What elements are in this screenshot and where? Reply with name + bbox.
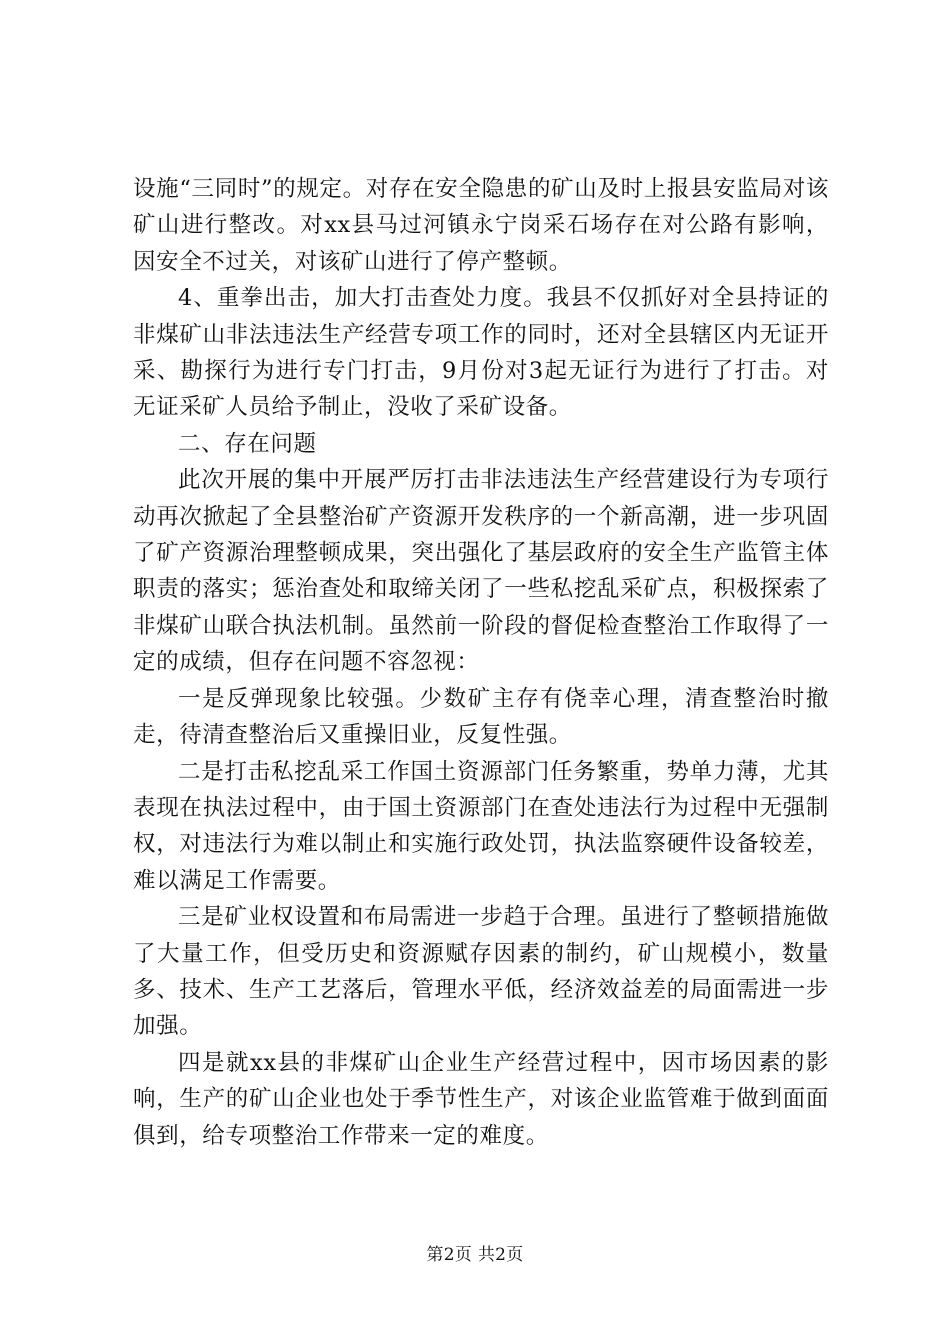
paragraph-problem-4: 四是就xx县的非煤矿山企业生产经营过程中，因市场因素的影响，生产的矿山企业也处于季节性生产，对该企业监管难于做到面面俱到，给专项整治工作带来一定的难度。 xyxy=(133,1049,829,1149)
paragraph-problem-2: 二是打击私挖乱采工作国土资源部门任务繁重，势单力薄，尤其表现在执法过程中，由于国土资源部门在查处违法行为过程中无强制权，对违法行为难以制止和实施行政处罚，执法监察硬件设备较差，难以满足工作需要。 xyxy=(133,758,829,894)
paragraph-campaign-summary: 此次开展的集中开展严厉打击非法违法生产经营建设行为专项行动再次掀起了全县整治矿产资源开发秩序的一个新高潮，进一步巩固了矿产资源治理整顿成果，突出强化了基层政府的安全生产监管主体职责的落实；惩治查处和取缔关闭了一些私挖乱采矿点，积极探索了非煤矿山联合执法机制。虽然前一阶段的督促检查整治工作取得了一定的成绩，但存在问题不容忽视： xyxy=(133,467,829,676)
paragraph-problem-1: 一是反弹现象比较强。少数矿主存有侥幸心理，清查整治时撤走，待清查整治后又重操旧业，反复性强。 xyxy=(133,685,829,749)
paragraph-crackdown: 4、重拳出击，加大打击查处力度。我县不仅抓好对全县持证的非煤矿山非法违法生产经营专项工作的同时，还对全县辖区内无证开采、勘探行为进行专门打击，9月份对3起无证行为进行了打击。对无证采矿人员给予制止，没收了采矿设备。 xyxy=(133,285,829,421)
paragraph-problem-3: 三是矿业权设置和布局需进一步趋于合理。虽进行了整顿措施做了大量工作，但受历史和资源赋存因素的制约，矿山规模小，数量多、技术、生产工艺落后，管理水平低，经济效益差的局面需进一步加强。 xyxy=(133,904,829,1040)
document-body xyxy=(133,171,829,1154)
page-number: 第2页 共2页 xyxy=(426,1245,524,1265)
paragraph-safety-rectification: 设施“三同时”的规定。对存在安全隐患的矿山及时上报县安监局对该矿山进行整改。对xx县马过河镇永宁岗采石场存在对公路有影响，因安全不过关，对该矿山进行了停产整顿。 xyxy=(133,176,829,275)
page-footer xyxy=(0,1243,950,1267)
section-heading-problems: 二、存在问题 xyxy=(178,430,317,457)
